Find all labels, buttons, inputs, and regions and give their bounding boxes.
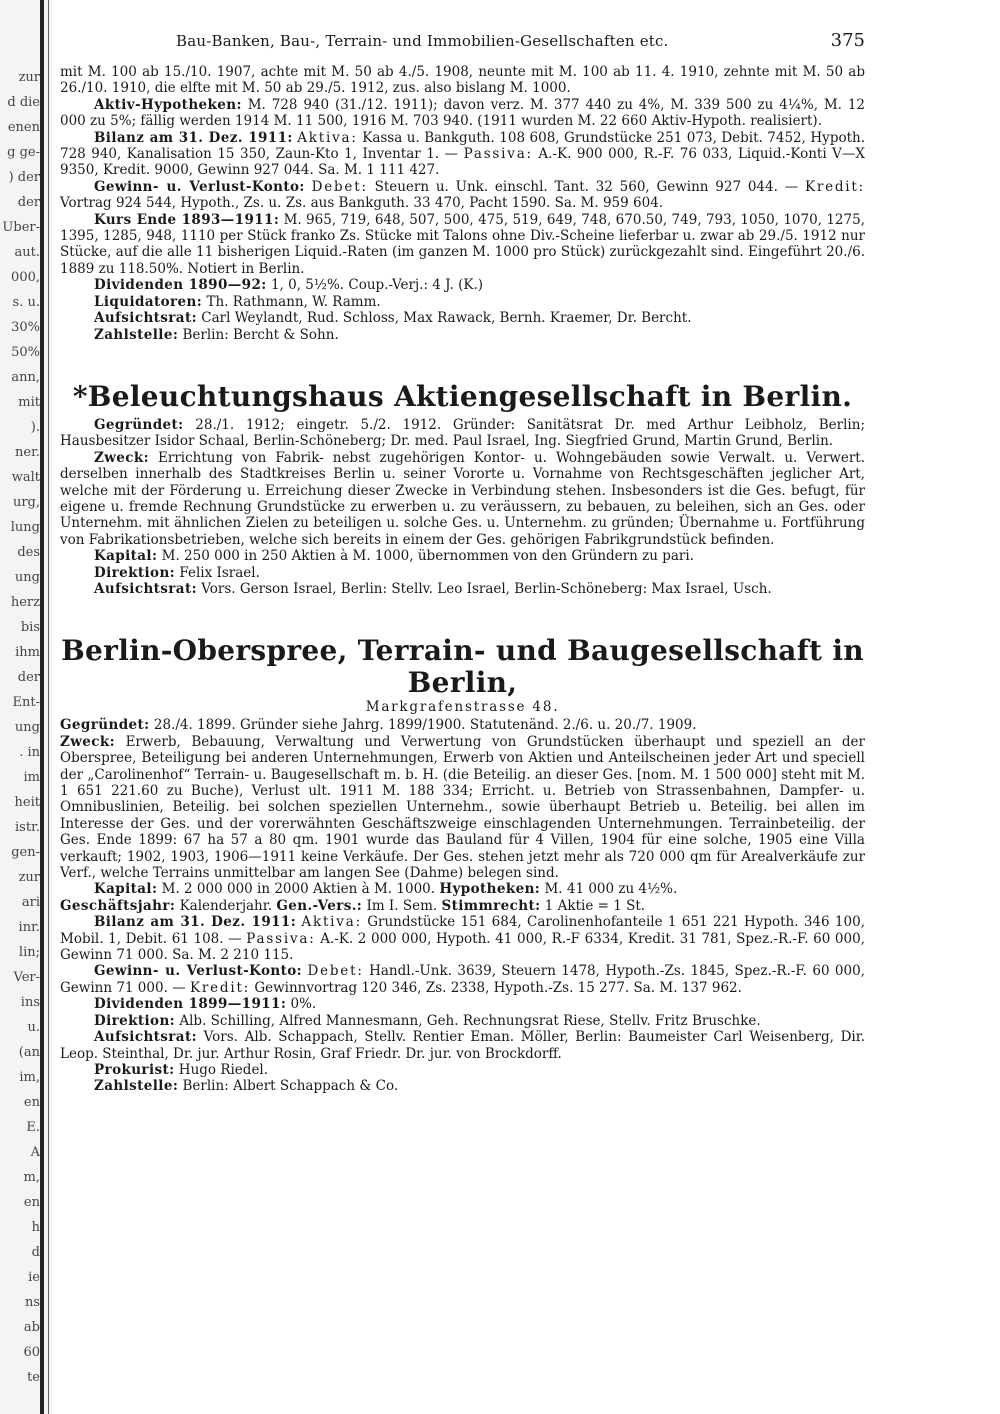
margin-fragment: lin; [18, 945, 40, 960]
margin-fragment: ab [23, 1320, 40, 1335]
margin-fragment: lung [10, 520, 40, 535]
margin-fragment: (an [18, 1045, 40, 1060]
text-gewinn-kredit: Gewinnvortrag 120 346, Zs. 2338, Hypoth.-Zs. 15 277. Sa. M. 137 962. [254, 979, 742, 996]
margin-fragment: 60 [23, 1345, 40, 1360]
entry-title: *Beleuchtungshaus Aktiengesellschaft in Berlin. [72, 379, 853, 413]
paragraph-gegruendet [60, 417, 865, 450]
paragraph-gegruendet [60, 717, 865, 733]
page-header [60, 30, 865, 62]
margin-fragment: 50% [11, 345, 40, 360]
margin-fragment: inr. [18, 920, 40, 935]
text-bilanz-passiva: A.-K. 2 000 000, Hypoth. 41 000, R.-F 6334, Kredit. 31 781, Spez.-R.-F. 60 000, Gewinn 71 000. Sa. M. 2 210 115. [60, 930, 865, 964]
text-bilanz-aktiva: Grundstücke 151 684, Carolinenhofanteile 1 651 221 Hypoth. 346 100, Mobil. 1, Debit. 61 108. — [60, 914, 865, 947]
label-liquidatoren: Liquidatoren: [94, 293, 203, 310]
margin-fragment: zur [18, 870, 40, 885]
section-berlin-oberspree [60, 635, 865, 1094]
text-direktion: Felix Israel. [179, 564, 260, 581]
margin-fragment: Ver- [13, 970, 40, 985]
margin-fragment: gen- [11, 845, 40, 860]
text-dividenden: 0%. [290, 996, 317, 1013]
text-aufsichtsrat: Carl Weylandt, Rud. Schloss, Max Rawack, Bernh. Kraemer, Dr. Bercht. [201, 310, 692, 327]
text-aufsichtsrat: Vors. Gerson Israel, Berlin: Stellv. Leo Israel, Berlin-Schöneberg: Max Israel, Usch. [201, 580, 772, 597]
label-aufsichtsrat: Aufsichtsrat: [94, 310, 197, 327]
text-zweck: Errichtung von Fabrik- nebst zugehörigen Kontor- u. Wohngebäuden sowie Verwalt. u. Verwert. derselben innerhalb des Stadtkreises Berlin u. seiner Vororte u. Vornahme von Rechtsgeschäften jeglicher Art, welche mit der Förderung u. Erreichung dieser Zwecke in Verbindung stehen. Insbesonders ist die Ges. befugt, für eigene u. fremde Rechnung Grundstücke zu erwerben u. zu veräussern, zu bebauen, zu beleihen, sich an Ges. oder Unternehm. mit ähnlichen Zielen zu beteiligen u. solche Ges. u. Unternehm. zu gründen; Übernahme u. Fortführung von Fabrikationsbetrieben, welche sich bereits in einem der Ges. gehörigen Fabrikgrundstück befinden. [60, 449, 865, 548]
margin-fragment: im, [19, 1070, 40, 1085]
text-gewinn-kredit: Vortrag 924 544, Hypoth., Zs. u. Zs. aus Bankguth. 33 470, Pacht 1590. Sa. M. 959 604. [60, 195, 664, 212]
label-zahlstelle: Zahlstelle: [94, 1078, 179, 1095]
text-gegruendet: 28./1. 1912; eingetr. 5./2. 1912. Gründer: Sanitätsrat Dr. med Arthur Leibholz, Berlin; Hausbesitzer Isidor Schaal, Berlin-Schöneberg; Dr. med. Paul Israel, Ing. Siegfried Grund, Martin Grund, Berlin. [60, 416, 865, 450]
label-stimmrecht: Stimmrecht: [441, 897, 541, 914]
text-stimmrecht: 1 Aktie = 1 St. [544, 897, 646, 914]
margin-fragment: ). [30, 420, 40, 435]
label-gewinn: Gewinn- u. Verlust-Konto: [94, 178, 305, 195]
paragraph-dividenden [60, 277, 865, 293]
label-gewinn: Gewinn- u. Verlust-Konto: [94, 963, 303, 980]
text-zahlstelle: Berlin: Albert Schappach & Co. [182, 1078, 399, 1095]
label-direktion: Direktion: [94, 1012, 176, 1029]
text-gewinn-debet: Handl.-Unk. 3639, Steuern 1478, Hypoth.-Zs. 1845, Spez.-R.-F. 60 000, Gewinn 71 000. — [60, 963, 865, 996]
margin-fragment: s. u. [12, 295, 40, 310]
paragraph-gewinn [60, 963, 865, 996]
text-aufsichtsrat: Vors. Alb. Schappach, Stellv. Rentier Eman. Möller, Berlin: Baumeister Carl Weisenberg, Dir. Leop. Steinthal, Dr. jur. Arthur Rosin, Graf Friedr. Dr. jur. von Brockdorff. [60, 1029, 865, 1062]
label-gegruendet: Gegründet: [94, 416, 184, 433]
margin-fragment: istr. [15, 820, 40, 835]
margin-fragment: zur [18, 70, 40, 85]
margin-fragment: der [17, 670, 40, 685]
paragraph-geschaeftsjahr [60, 898, 865, 914]
margin-fragment: aut. [14, 245, 40, 260]
label-aktiva: Aktiva: [297, 129, 358, 146]
label-zahlstelle: Zahlstelle: [94, 326, 179, 343]
paragraph-dividenden [60, 996, 865, 1012]
paragraph-direktion [60, 565, 865, 581]
entry-title: Berlin-Oberspree, Terrain- und Baugesellschaft in Berlin, [61, 634, 864, 700]
label-aufsichtsrat: Aufsichtsrat: [94, 580, 197, 597]
text-gen-vers: Im I. Sem. [366, 897, 438, 914]
margin-fragment: ner. [15, 445, 40, 460]
paragraph-aktiv-hypotheken [60, 97, 865, 130]
paragraph-aufsichtsrat [60, 1029, 865, 1062]
margin-fragment: A [30, 1145, 40, 1160]
margin-fragment: ari [21, 895, 40, 910]
paragraph-aufsichtsrat [60, 581, 865, 597]
paragraph-kapital [60, 881, 865, 897]
margin-fragment: enen [7, 120, 40, 135]
text-dividenden: 1, 0, 5½%. Coup.-Verj.: 4 J. (K.) [270, 277, 484, 294]
label-kredit: Kredit: [189, 979, 251, 996]
margin-fragment: ns [24, 1295, 40, 1310]
text-direktion: Alb. Schilling, Alfred Mannesmann, Geh. Rechnungsrat Riese, Stellv. Fritz Bruschke. [179, 1012, 761, 1029]
paragraph-bilanz [60, 130, 865, 179]
text-zahlstelle: Berlin: Bercht & Sohn. [182, 326, 339, 343]
margin-fragment: g ge- [7, 145, 40, 160]
label-dividenden: Dividenden 1899—1911: [94, 996, 287, 1013]
text-kapital: M. 250 000 in 250 Aktien à M. 1000, übernommen von den Gründern zu pari. [161, 548, 694, 565]
label-passiva: Passiva: [246, 930, 316, 947]
text-aktiv-hypotheken: M. 728 940 (31./12. 1911); davon verz. M. 377 440 zu 4%, M. 339 500 zu 4¼%, M. 12 000 zu 5%; fällig werden 1914 M. 11 500, 1916 M. 703 940. (1911 wurden M. 22 660 Aktiv-Hypoth. realisiert). [60, 96, 865, 130]
label-aktiv-hypotheken: Aktiv-Hypotheken: [94, 96, 242, 113]
section-previous-entry [60, 64, 865, 343]
text-gegruendet: 28./4. 1899. Gründer siehe Jahrg. 1899/1900. Statutenänd. 2./6. u. 20./7. 1909. [153, 717, 697, 734]
margin-fragment: ) der [8, 170, 40, 185]
margin-fragment: h [31, 1220, 40, 1235]
margin-fragment: ung [14, 720, 40, 735]
paragraph-zahlstelle [60, 327, 865, 343]
margin-fragment: heit [14, 795, 40, 810]
label-geschaeftsjahr: Geschäftsjahr: [60, 897, 176, 914]
label-kredit: Kredit: [804, 178, 865, 195]
paragraph-bilanz [60, 914, 865, 963]
entry-address: Markgrafenstrasse 48. [365, 699, 560, 716]
label-hypotheken: Hypotheken: [439, 881, 541, 898]
text-geschaeftsjahr: Kalenderjahr. [179, 897, 273, 914]
label-kapital: Kapital: [94, 881, 158, 898]
label-debet: Debet: [311, 178, 368, 195]
paragraph-direktion [60, 1013, 865, 1029]
binding-edge-inner [48, 0, 49, 1414]
label-aufsichtsrat: Aufsichtsrat: [94, 1029, 197, 1046]
paragraph-kapital [60, 548, 865, 564]
margin-fragment: ung [14, 570, 40, 585]
label-bilanz: Bilanz am 31. Dez. 1911: [94, 129, 293, 146]
margin-fragment: Ent- [12, 695, 40, 710]
paragraph-prokurist [60, 1062, 865, 1078]
margin-fragment: herz [10, 595, 40, 610]
label-zweck: Zweck: [60, 733, 116, 750]
paragraph-aufsichtsrat [60, 310, 865, 326]
paragraph-zahlstelle [60, 1078, 865, 1094]
text-bilanz-passiva: A.-K. 900 000, R.-F. 76 033, Liquid.-Konti V—X 9350, Kredit. 9000, Gewinn 927 044. Sa. M. 1 111 427. [60, 146, 866, 179]
margin-fragment: bis [20, 620, 40, 635]
text-hypotheken: M. 41 000 zu 4½%. [544, 881, 678, 898]
page [60, 30, 865, 1095]
text-zweck: Erwerb, Bebauung, Verwaltung und Verwertung von Grundstücken überhaupt und speziell an der Oberspree, Beteiligung bei anderen Unternehmungen, Erwerb von Aktien und Anteilscheinen jeder Art und speciell der „Carolinenhof“ Terrain- u. Baugesellschaft m. b. H. (die Beteilig. an dieser Ges. [nom. M. 1 500 000] steht mit M. 1 651 221.60 zu Buche), Verlust ult. 1911 M. 188 334; Erricht. u. Betrieb von Strassenbahnen, Dampfer- u. Omnibuslinien, Beteilig. bei solchen speziellen Unternehm., sowie überhaupt Betrieb u. Beteilig. bei allen im Interesse der Ges. und der vorerwähnten Geschäftszweige einschlagenden Unternehmungen. Terrainbeteilig. der Ges. Ende 1899: 67 ha 57 a 80 qm. 1901 wurde das Bauland für 4 Villen, 1904 für eine solche, 1905 eine Villa verkauft; 1902, 1903, 1906—1911 keine Verkäufe. Der Ges. stehen jetzt mehr als 720 000 qm für Arealverkäufe zur Verf., welche Terrains unmittelbar am langen See (Dahme) belegen sind. [60, 733, 866, 882]
text-kapital: M. 2 000 000 in 2000 Aktien à M. 1000. [161, 881, 436, 898]
paragraph-kurs [60, 212, 865, 278]
label-gen-vers: Gen.-Vers.: [276, 897, 363, 914]
margin-fragment: E. [26, 1120, 40, 1135]
margin-fragment: 30% [11, 320, 40, 335]
running-title: Bau-Banken, Bau-, Terrain- und Immobilien-Gesellschaften etc. [176, 32, 669, 50]
margin-fragment: des [17, 545, 40, 560]
margin-fragment: der [17, 195, 40, 210]
paragraph-gewinn [60, 179, 865, 212]
margin-fragment: 000, [11, 270, 40, 285]
label-passiva: Passiva: [463, 146, 533, 163]
margin-fragment: d [31, 1245, 40, 1260]
margin-fragment: mit [18, 395, 40, 410]
label-kurs: Kurs Ende 1893—1911: [94, 211, 280, 228]
margin-fragment: Über- [2, 220, 40, 235]
label-gegruendet: Gegründet: [60, 717, 150, 734]
label-prokurist: Prokurist: [94, 1061, 175, 1078]
margin-fragment: ins [20, 995, 40, 1010]
margin-fragment: ie [28, 1270, 40, 1285]
label-debet: Debet: [307, 963, 364, 980]
paragraph-zweck [60, 450, 865, 548]
paragraph-continuation: mit M. 100 ab 15./10. 1907, achte mit M. 50 ab 4./5. 1908, neunte mit M. 100 ab 11. 4. 1910, zehnte mit M. 50 ab 26./10. 1910, die elfte mit M. 50 ab 29./5. 1912, zus. also bislang M. 1000. [60, 64, 865, 97]
label-kapital: Kapital: [94, 548, 158, 565]
margin-fragment: en [23, 1195, 40, 1210]
margin-fragment: ihm [15, 645, 40, 660]
margin-fragment: ann, [11, 370, 40, 385]
margin-fragment: urg, [12, 495, 40, 510]
margin-fragment: en [23, 1095, 40, 1110]
label-bilanz: Bilanz am 31. Dez. 1911: [94, 914, 297, 931]
margin-fragment: u. [27, 1020, 40, 1035]
label-dividenden: Dividenden 1890—92: [94, 277, 267, 294]
text-bilanz-aktiva: Kassa u. Bankguth. 108 608, Grundstücke 251 073, Debit. 7452, Hypoth. 728 940, Kanalisation 15 350, Zaun-Kto 1, Inventar 1. — [60, 129, 865, 163]
margin-fragment: te [27, 1370, 40, 1385]
label-direktion: Direktion: [94, 564, 176, 581]
margin-fragment: . in [19, 745, 40, 760]
binding-edge [40, 0, 44, 1414]
paragraph-zweck [60, 734, 865, 882]
page-number: 375 [830, 30, 865, 51]
label-zweck: Zweck: [94, 449, 150, 466]
label-aktiva: Aktiva: [301, 914, 362, 931]
paragraph-liquidatoren [60, 294, 865, 310]
margin-fragment: walt [11, 470, 40, 485]
margin-fragment: d die [7, 95, 40, 110]
margin-fragment: im [23, 770, 40, 785]
text-prokurist: Hugo Riedel. [178, 1061, 269, 1078]
section-beleuchtungshaus [60, 381, 865, 597]
margin-fragment: m, [23, 1170, 40, 1185]
text-kurs: M. 965, 719, 648, 507, 500, 475, 519, 649, 748, 670.50, 749, 793, 1050, 1070, 1275, 1395, 1285, 948, 1110 per Stück franko Zs. Stücke mit Talons ohne Div.-Scheine lieferbar u. zwar ab 29./5. 1912 nur Stücke, auf die alle 11 bisherigen Liquid.-Raten (im ganzen M. 1000 pro Stück) zurückgezahlt sind. Eingeführt 20./6. 1889 zu 118.50%. Notiert in Berlin. [60, 211, 865, 277]
text-gewinn-debet: Steuern u. Unk. einschl. Tant. 32 560, Gewinn 927 044. — [374, 178, 799, 195]
text-liquidatoren: Th. Rathmann, W. Ramm. [206, 293, 381, 310]
